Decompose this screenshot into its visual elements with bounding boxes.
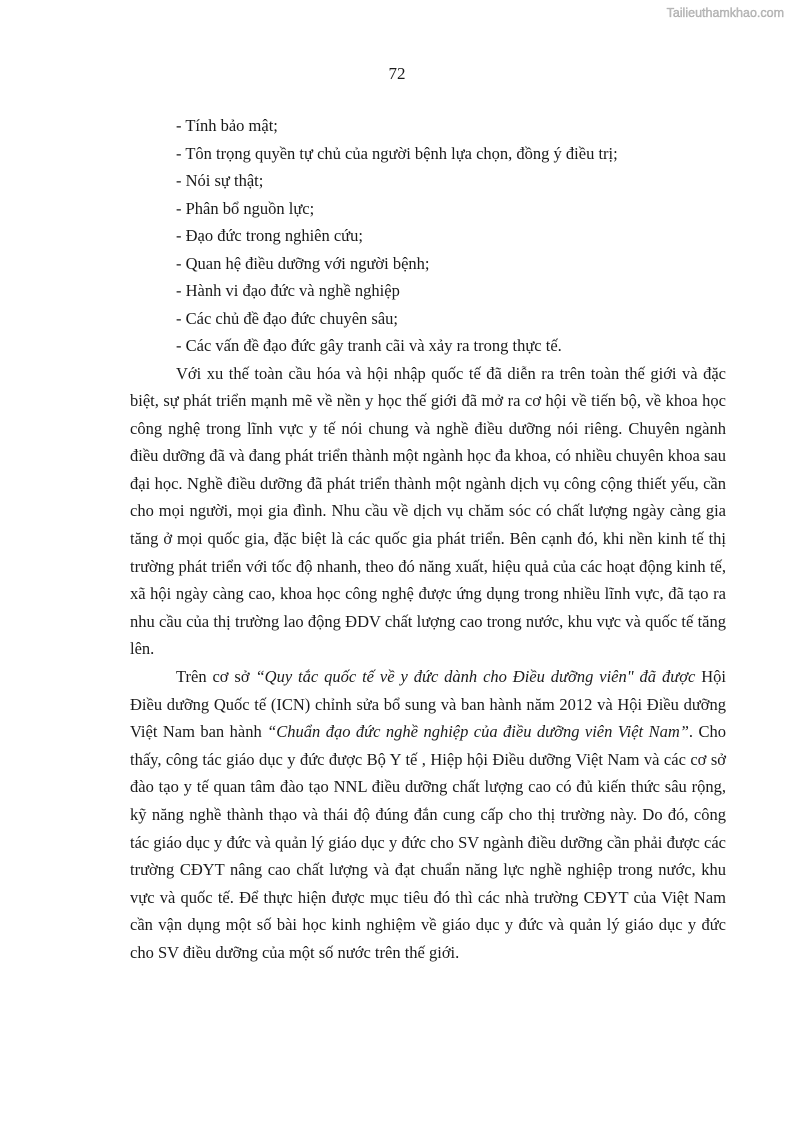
list-item: - Các vấn đề đạo đức gây tranh cãi và xảy ra trong thực tế. xyxy=(176,336,562,355)
list-item: - Phân bổ nguồn lực; xyxy=(176,198,315,218)
ethics-topic-list xyxy=(130,112,726,360)
watermark: Tailieuthamkhao.com xyxy=(666,6,784,20)
list-item: - Quan hệ điều dưỡng với người bệnh; xyxy=(176,253,430,273)
paragraph-ethics-code xyxy=(130,663,726,967)
paragraph-text: . Cho thấy, công tác giáo dục y đức được Bộ Y tế , Hiệp hội Điều dưỡng Việt Nam và các cơ sở đào tạo y tế quan tâm đào tạo NNL điều dưỡng chất lượng cao có đủ kiến thức sâu rộng, kỹ năng nghề thành thạo và thái độ đúng đắn cung cấp cho thị trường này. Do đó, công tác giáo dục y đức và quản lý giáo dục y đức cho SV ngành điều dưỡng cần phải được các trường CĐYT nâng cao chất lượng và đạt chuẩn năng lực nghề nghiệp trong nước, khu vực và quốc tế. Để thực hiện được mục tiêu đó thì các nhà trường CĐYT của Việt Nam cần vận dụng một số bài học kinh nghiệm về giáo dục y đức và quản lý giáo dục y đức cho SV điều dưỡng của một số nước trên thế giới. xyxy=(130,722,726,962)
vn-standard-title: “Chuẩn đạo đức nghề nghiệp của điều dưỡng viên Việt Nam” xyxy=(267,722,689,742)
list-item: - Các chủ đề đạo đức chuyên sâu; xyxy=(176,308,398,328)
list-item: - Hành vi đạo đức và nghề nghiệp xyxy=(176,281,400,300)
document-body xyxy=(130,112,726,967)
paragraph-text: Trên cơ sở xyxy=(176,667,256,687)
paragraph-globalization: Với xu thế toàn cầu hóa và hội nhập quốc tế đã diễn ra trên toàn thế giới và đặc biệt, sự phát triển mạnh mẽ về nền y học thế giới đã mở ra cơ hội về tiến bộ, về khoa học công nghệ trong lĩnh vực y tế nói chung và nghề điều dưỡng nói riêng. Chuyên ngành điều dưỡng đã và đang phát triển thành một ngành học đa khoa, có nhiều chuyên khoa sau đại học. Nghề điều dưỡng đã phát triển thành một ngành dịch vụ công cộng thiết yếu, cần cho mọi người, mọi gia đình. Nhu cầu về dịch vụ chăm sóc có chất lượng ngày càng gia tăng ở mọi quốc gia, đặc biệt là các quốc gia phát triển. Bên cạnh đó, khi nền kinh tế thị trường phát triển với tốc độ nhanh, theo đó năng xuất, hiệu quả của các hoạt động kinh tế, xã hội ngày càng cao, khoa học công nghệ được ứng dụng trong nhiều lĩnh vực, đã tạo ra nhu cầu của thị trường lao động ĐDV chất lượng cao trong nước, khu vực và quốc tế tăng lên. xyxy=(130,363,726,659)
list-item: - Tính bảo mật; xyxy=(176,116,278,135)
list-item: - Đạo đức trong nghiên cứu; xyxy=(176,226,363,245)
list-item: - Tôn trọng quyền tự chủ của người bệnh lựa chọn, đồng ý điều trị; xyxy=(176,143,618,163)
list-item: - Nói sự thật; xyxy=(176,171,264,190)
icn-code-title: “Quy tắc quốc tế về y đức dành cho Điều dưỡng viên" đã được xyxy=(255,667,696,687)
paragraph-text: Hội Điều dưỡng Quốc tế (ICN) chỉnh sửa bổ sung và ban hành năm 2012 và Hội Điều dưỡng Việt Nam ban hành xyxy=(130,667,726,742)
page-number: 72 xyxy=(388,64,406,83)
